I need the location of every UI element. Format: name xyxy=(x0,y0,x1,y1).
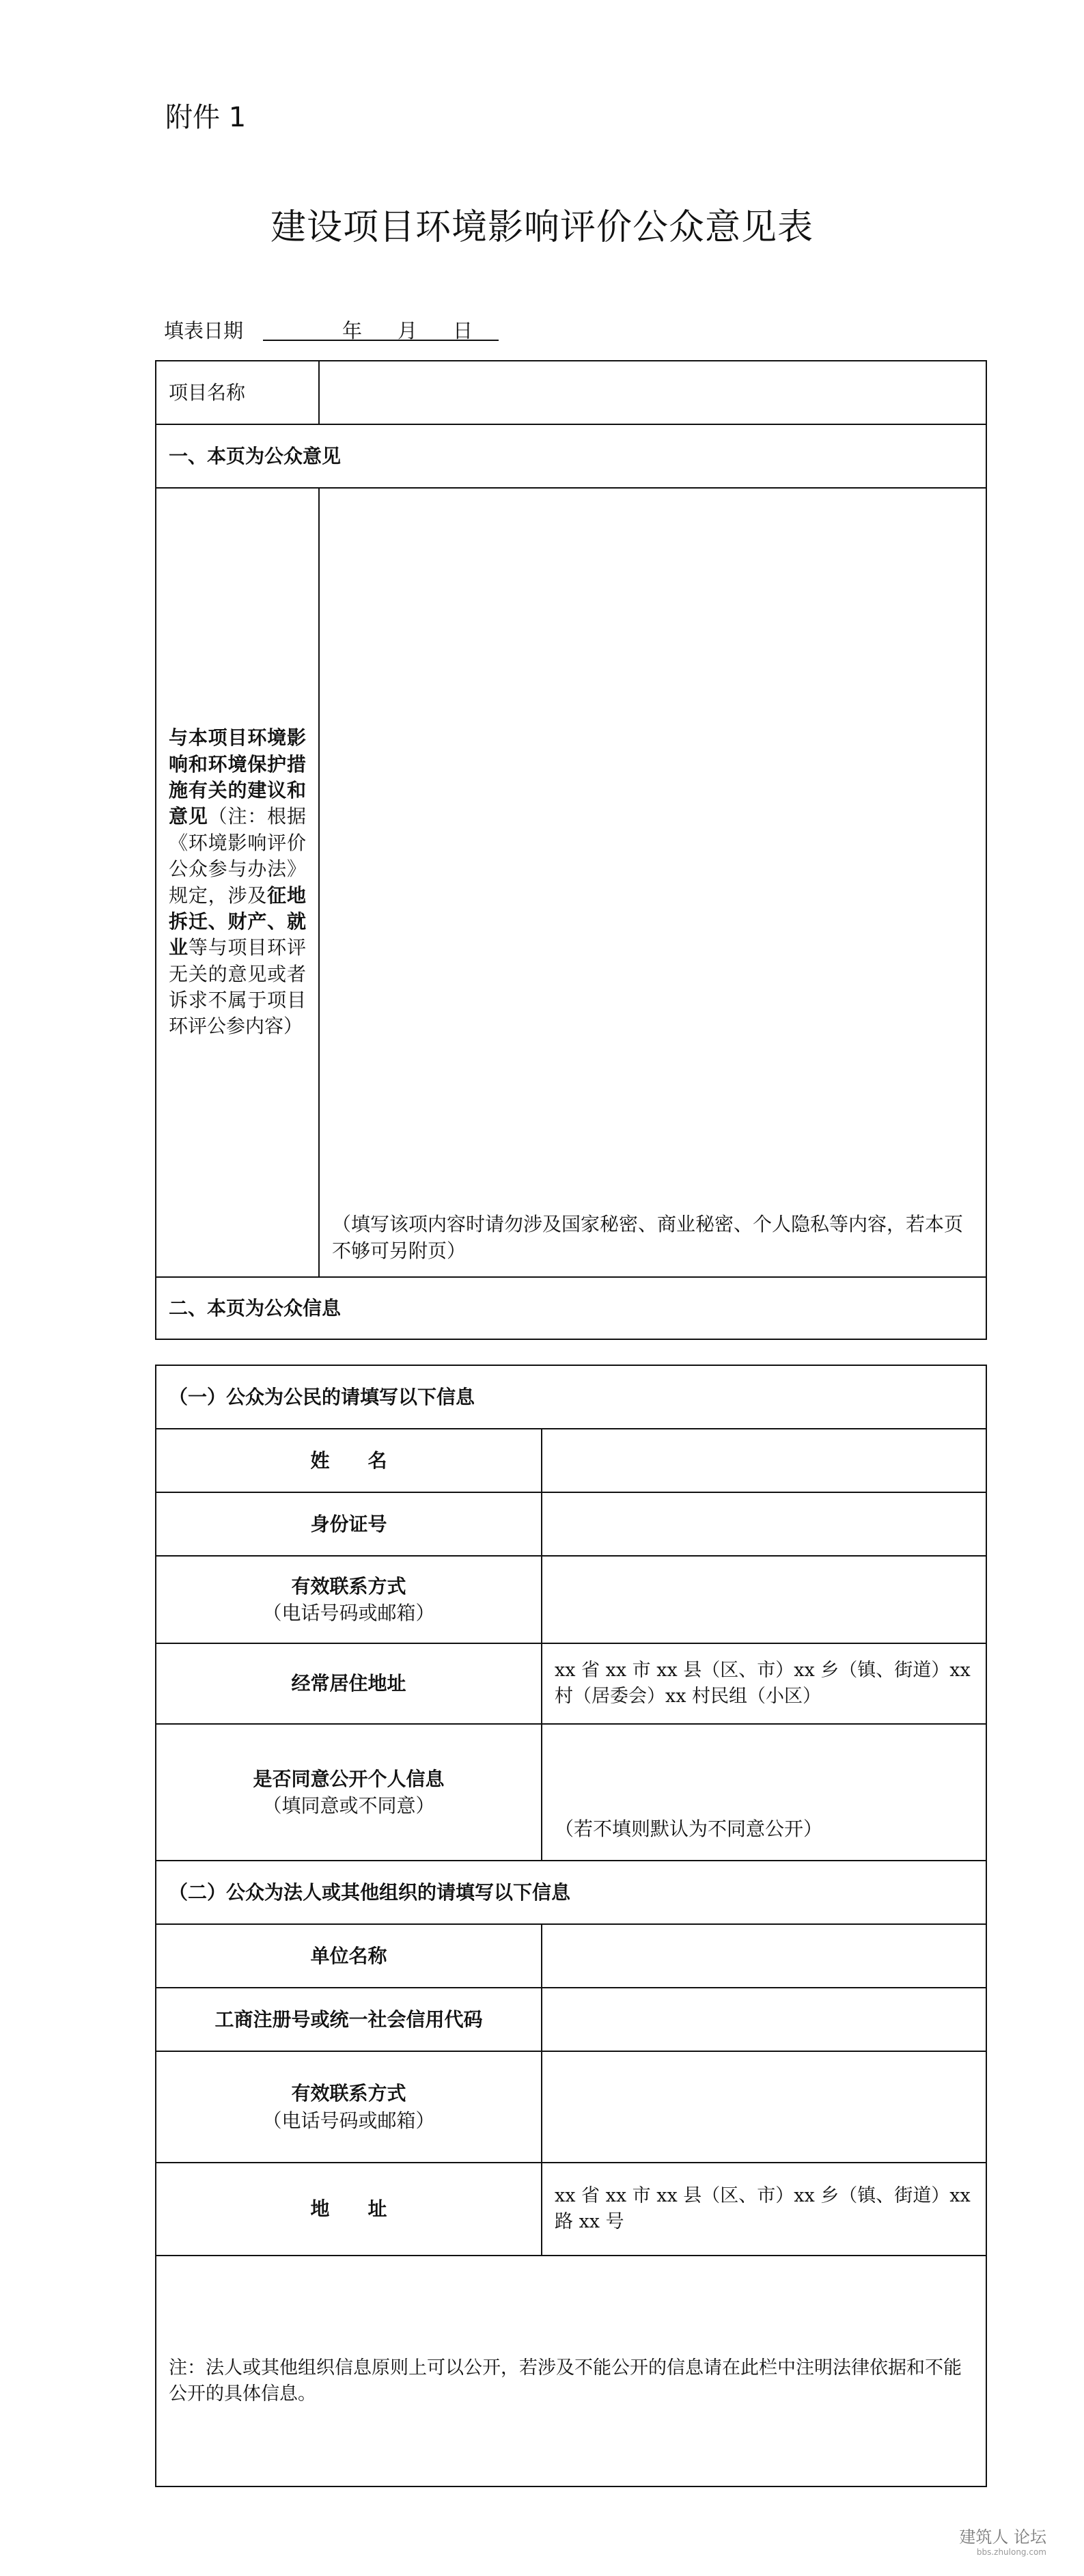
opinion-label-bold-1: 与本项目环境影响和环境保护措施有关的建议和意见 xyxy=(169,726,306,828)
org-contact-label: 有效联系方式 xyxy=(291,2082,406,2105)
form-title: 建设项目环境影响评价公众意见表 xyxy=(270,207,814,248)
citizen-contact-row xyxy=(156,1556,986,1643)
org-contact-label-cell xyxy=(156,2051,542,2163)
opinion-row xyxy=(156,488,986,1277)
info-table xyxy=(155,1365,987,2487)
citizen-contact-label-cell xyxy=(156,1556,542,1643)
watermark-main: 建筑人 论坛 xyxy=(959,2527,1046,2547)
org-unit-label: 单位名称 xyxy=(156,1924,542,1988)
org-reg-field[interactable] xyxy=(542,1988,986,2051)
part1-heading: 一、本页为公众意见 xyxy=(156,424,986,488)
org-heading: （二）公众为法人或其他组织的请填写以下信息 xyxy=(156,1861,986,1924)
fill-date-label: 填表日期 xyxy=(164,319,244,342)
project-name-label: 项目名称 xyxy=(156,361,319,424)
org-reg-row xyxy=(156,1988,986,2051)
opinion-table xyxy=(155,360,987,1340)
citizen-id-label: 身份证号 xyxy=(156,1492,542,1556)
citizen-name-row xyxy=(156,1429,986,1492)
part2-heading-row xyxy=(156,1277,986,1339)
org-contact-sub: （电话号码或邮箱） xyxy=(262,2109,435,2132)
org-heading-row xyxy=(156,1861,986,1924)
citizen-contact-label: 有效联系方式 xyxy=(291,1574,406,1598)
citizen-contact-sub: （电话号码或邮箱） xyxy=(262,1602,435,1624)
fill-date-month: 月 xyxy=(398,319,418,342)
citizen-consent-row xyxy=(156,1724,986,1861)
citizen-address-field[interactable] xyxy=(542,1643,986,1724)
watermark xyxy=(959,2523,1046,2557)
opinion-label-normal-1: （注：根据《环境影响评价公众参与办法》规定，涉及 xyxy=(169,805,306,907)
org-contact-field[interactable] xyxy=(542,2051,986,2163)
project-name-field[interactable] xyxy=(319,361,986,424)
org-address-value: xx 省 xx 市 xx 县（区、市）xx 乡（镇、街道）xx 路 xx 号 xyxy=(555,2185,971,2232)
citizen-id-row xyxy=(156,1492,986,1556)
org-unit-row xyxy=(156,1924,986,1988)
attachment-label: 附件 1 xyxy=(165,102,247,133)
opinion-note: （填写该项内容时请勿涉及国家秘密、商业秘密、个人隐私等内容，若本页不够可另附页） xyxy=(332,1212,964,1262)
org-reg-label: 工商注册号或统一社会信用代码 xyxy=(156,1988,542,2051)
citizen-address-label: 经常居住地址 xyxy=(156,1643,542,1724)
watermark-sub: bbs.zhulong.com xyxy=(976,2547,1046,2557)
citizen-name-field[interactable] xyxy=(542,1429,986,1492)
part1-heading-row xyxy=(156,424,986,488)
org-address-field[interactable] xyxy=(542,2163,986,2256)
org-address-label: 地 址 xyxy=(156,2163,542,2256)
citizen-address-row xyxy=(156,1643,986,1724)
org-unit-field[interactable] xyxy=(542,1924,986,1988)
citizen-address-value: xx 省 xx 市 xx 县（区、市）xx 乡（镇、街道）xx 村（居委会）xx 村民组（小区） xyxy=(555,1660,971,1707)
org-contact-row xyxy=(156,2051,986,2163)
org-note: 注：法人或其他组织信息原则上可以公开，若涉及不能公开的信息请在此栏中注明法律依据和不能公开的具体信息。 xyxy=(169,2357,962,2404)
fill-date-underline[interactable] xyxy=(263,340,499,341)
project-name-row xyxy=(156,361,986,424)
fill-date-day: 日 xyxy=(453,319,473,342)
citizen-consent-note: （若不填则默认为不同意公开） xyxy=(555,1817,823,1840)
citizen-consent-field[interactable] xyxy=(542,1724,986,1861)
citizen-consent-label-cell xyxy=(156,1724,542,1861)
citizen-contact-field[interactable] xyxy=(542,1556,986,1643)
citizen-consent-sub: （填同意或不同意） xyxy=(262,1794,435,1817)
org-address-row xyxy=(156,2163,986,2256)
opinion-label xyxy=(156,488,319,1277)
opinion-field[interactable] xyxy=(319,488,986,1277)
org-note-field[interactable] xyxy=(156,2256,986,2486)
citizen-name-label: 姓 名 xyxy=(156,1429,542,1492)
part2-heading: 二、本页为公众信息 xyxy=(156,1277,986,1339)
opinion-label-normal-2: 等与项目环评无关的意见或者诉求不属于项目环评公参内容） xyxy=(169,936,306,1038)
fill-date-year: 年 xyxy=(342,319,363,342)
opinion-label-bold-2: 征地拆迁、财产、就业 xyxy=(169,883,306,959)
citizen-heading-row xyxy=(156,1365,986,1429)
org-note-row xyxy=(156,2256,986,2486)
citizen-heading: （一）公众为公民的请填写以下信息 xyxy=(156,1365,986,1429)
citizen-consent-label: 是否同意公开个人信息 xyxy=(253,1767,445,1790)
citizen-id-field[interactable] xyxy=(542,1492,986,1556)
